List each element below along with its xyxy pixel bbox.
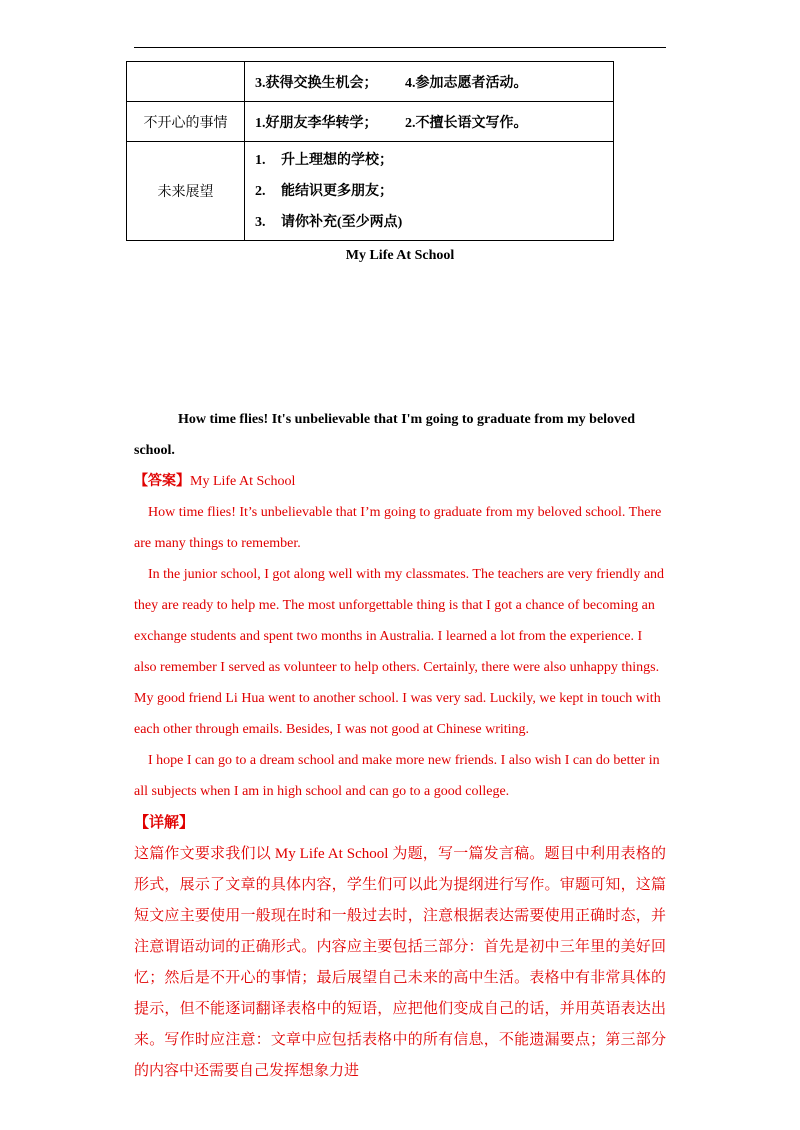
list-item: 1.好朋友李华转学； [255, 115, 378, 131]
answer-paragraph: How time flies! It’s unbelievable that I’m going to graduate from my beloved school. There are many things to remember. [134, 505, 662, 551]
essay-title: My Life At School [345, 248, 455, 263]
list-item: 4.参加志愿者活动。 [405, 75, 528, 91]
header-rule [134, 47, 666, 48]
detail-section [134, 808, 666, 1087]
answer-paragraph: In the junior school, I got along well with my classmates. The teachers are very friendly and they are ready to help me. The most unforgettable thing is that I got a chance of becoming an exchange students and spent two months in Australia. I learned a lot from the experience. I also remember I served as volunteer to help others. Certainly, there were also unhappy things. My good friend Li Hua went to another school. I was very sad. Luckily, we kept in touch with each other through emails. Besides, I was not good at Chinese writing. [134, 567, 665, 737]
list-item [255, 176, 613, 207]
item-number: 2. [255, 183, 266, 199]
item-text: 升上理想的学校； [281, 152, 393, 168]
table-row [127, 142, 614, 241]
table-row [127, 102, 614, 142]
table-row [127, 62, 614, 102]
list-item [255, 207, 613, 238]
row-label: 未来展望 [127, 142, 245, 241]
item-number: 3. [255, 214, 266, 230]
answer-heading [134, 466, 666, 497]
answer-title: My Life At School [190, 474, 296, 489]
row-content [245, 102, 614, 142]
detail-text: 这篇作文要求我们以 My Life At School 为题，写一篇发言稿。题目中利用表格的形式，展示了文章的具体内容，学生们可以此为提纲进行写作。审题可知，这篇短文应主要使用一般现在时和一般过去时，注意根据表达需要使用正确时态，并注意谓语动词的正确形式。内容应主要包括三部分：首先是初中三年里的美好回忆；然后是不开心的事情；最后展望自己未来的高中生活。表格中有非常具体的提示，但不能逐词翻译表格中的短语，应把他们变成自己的话，并用英语表达出来。写作时应注意：文章中应包括表格中的所有信息，不能遗漏要点；第三部分的内容中还需要自己发挥想象力进 [134, 846, 666, 1079]
row-label: 不开心的事情 [127, 102, 245, 142]
answer-paragraph: I hope I can go to a dream school and make more new friends. I also wish I can do better in all subjects when I am in high school and can go to a good college. [134, 753, 660, 799]
outline-table [126, 61, 614, 241]
row-content [245, 62, 614, 102]
item-text: 请你补充(至少两点) [281, 214, 403, 230]
list-item: 2.不擅长语文写作。 [405, 115, 528, 131]
row-content [245, 142, 614, 241]
answer-section [134, 466, 666, 807]
opening-sentence: How time flies! It's unbelievable that I'm going to graduate from my beloved school. [134, 412, 636, 458]
detail-tag: 【详解】 [134, 815, 195, 831]
row-label [127, 62, 245, 102]
item-number: 1. [255, 152, 266, 168]
list-item: 3.获得交换生机会； [255, 75, 378, 91]
item-text: 能结识更多朋友； [281, 183, 393, 199]
answer-tag: 【答案】 [134, 474, 190, 489]
list-item [255, 145, 613, 176]
